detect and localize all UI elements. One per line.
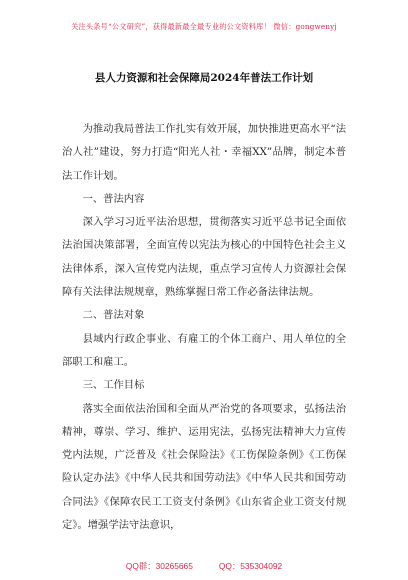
goals-paragraph: 落实全面依法治国和全面从严治党的各项要求，弘扬法治精神，尊崇、学习、维护、运用宪法，弘扬宪法精神大力宣传党内法规，广泛普及《社会保险法》《工伤保险条例》《工伤保险认定办法》《中华人民共和国劳动法》《中华人民共和国劳动合同法》《保障农民工工资支付条例》《山东省企业工资支付规定》。增强学法守法意识， [62,402,346,532]
qq-number: QQ：535304092 [218,561,283,571]
content-paragraph: 深入学习习近平法治思想，贯彻落实习近平总书记全面依法治国决策部署，全面宣传以宪法为核心的中国特色社会主义法律体系，深入宣传党内法规，重点学习宣传人力资源社会保障有关法律法规规章，熟练掌握日常工作必备法律法规。 [62,216,346,299]
contact-footer [0,560,408,572]
qq-group-number: QQ群：30265665 [125,561,193,571]
document-title: 县人力资源和社会保障局2024年普法工作计划 [94,72,314,84]
section-heading-audience: 二、普法对象 [82,309,145,322]
document-body [62,118,346,537]
section-heading-content: 一、普法内容 [82,192,145,205]
audience-paragraph: 县域内行政企事业、有雇工的个体工商户、用人单位的全部职工和雇工。 [62,332,346,368]
intro-paragraph: 为推动我局普法工作扎实有效开展，加快推进更高水平“法治人社”建设，努力打造“阳光人社・幸福XX”品牌，制定本普法工作计划。 [62,123,346,182]
section-heading-goals: 三、工作目标 [82,379,145,392]
promo-banner: 关注头条号“公文研究”，获得最新最全最专业的公文资料库！ 微信：gongwenyj [71,22,337,31]
